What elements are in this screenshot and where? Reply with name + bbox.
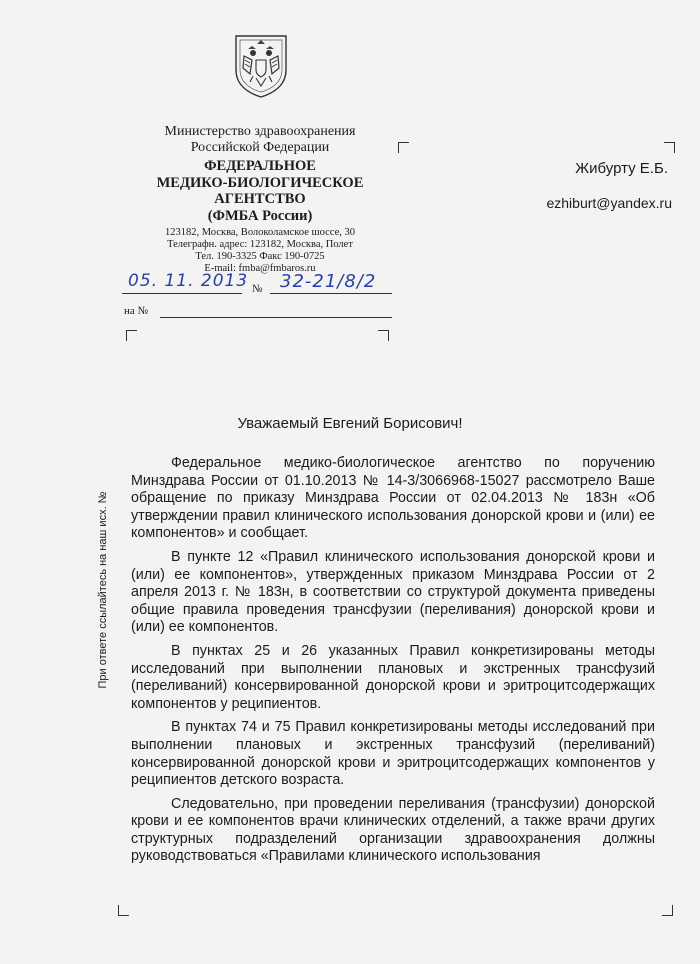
date-underline: [122, 293, 242, 294]
handwritten-number: 32-21/8/2: [280, 271, 377, 292]
ministry-line: Министерство здравоохранения: [164, 124, 356, 139]
agency-line: (ФМБА России): [207, 207, 313, 224]
reply-reference-note: При ответе ссылайтесь на наш исх. №: [97, 491, 109, 689]
subject-corner-mark: [126, 330, 137, 341]
body-paragraph: В пункте 12 «Правил клинического использования донорской крови и (или) ее компонентов», утвержденных приказом Минздрава России от 2 апреля 2013 г. № 183н, в соответствии со структурой документа приведены общие правила проведения трансфузии (переливания) донорской крови и (или) ее компонентов.: [131, 548, 655, 636]
address-line: Тел. 190-3325 Факс 190-0725: [195, 251, 325, 262]
handwritten-date: 05. 11. 2013: [128, 271, 249, 291]
reply-to-underline: [160, 317, 392, 318]
body-paragraph: В пунктах 74 и 75 Правил конкретизированы методы исследований при выполнении плановых и экстренных трансфузий (переливаний) консервированной донорской крови и эритроцитсодержащих компонентов у реципиентов детского возраста.: [131, 719, 655, 789]
body-paragraph: Следовательно, при проведении переливания (трансфузии) донорской крови и ее компонентов врачи клинических отделений, а также врачи других структурных подразделений организации здравоохранения должны руководствоваться «Правилами клинического использования: [131, 795, 655, 865]
agency-name: [140, 158, 380, 224]
number-sign: №: [252, 283, 263, 295]
address-corner-mark: [664, 142, 675, 153]
agency-line: АГЕНТСТВО: [214, 191, 306, 207]
address-corner-mark: [398, 142, 409, 153]
agency-line: МЕДИКО-БИОЛОГИЧЕСКОЕ: [156, 174, 364, 191]
recipient-email: ezhiburt@yandex.ru: [546, 195, 672, 211]
letter-body: [131, 455, 655, 866]
page-corner-mark: [662, 905, 673, 916]
recipient-name: Жибурту Е.Б.: [575, 160, 668, 177]
ministry-name: [140, 124, 380, 156]
body-paragraph: Федеральное медико-биологическое агентство по поручению Минздрава России от 01.10.2013 № 14-3/3066968-15027 рассмотрело Ваше обращение по приказу Минздрава России от 02.04.2013 № 183н «Об утверждении правил клинического использования донорской крови и (или) ее компонентов» и сообщает.: [131, 455, 655, 542]
reply-to-label: на №: [124, 305, 149, 317]
address-line: E-mail: fmba@fmbaros.ru: [204, 263, 316, 274]
body-paragraph: В пунктах 25 и 26 указанных Правил конкретизированы методы исследований при выполнении плановых и экстренных трансфузий (переливаний) консервированной донорской крови и эритроцитсодержащих компонентов у реципиентов.: [131, 642, 655, 712]
subject-corner-mark: [378, 330, 389, 341]
agency-line: ФЕДЕРАЛЬНОЕ: [204, 158, 316, 174]
address-line: Телеграфн. адрес: 123182, Москва, Полет: [167, 239, 353, 250]
address-line: 123182, Москва, Волоколамское шоссе, 30: [164, 227, 355, 238]
number-underline: [270, 293, 392, 294]
ministry-line: Российской Федерации: [190, 140, 330, 155]
state-emblem-icon: [226, 30, 296, 100]
page-corner-mark: [118, 905, 129, 916]
greeting: Уважаемый Евгений Борисович!: [237, 415, 463, 432]
sender-address: [135, 227, 385, 275]
